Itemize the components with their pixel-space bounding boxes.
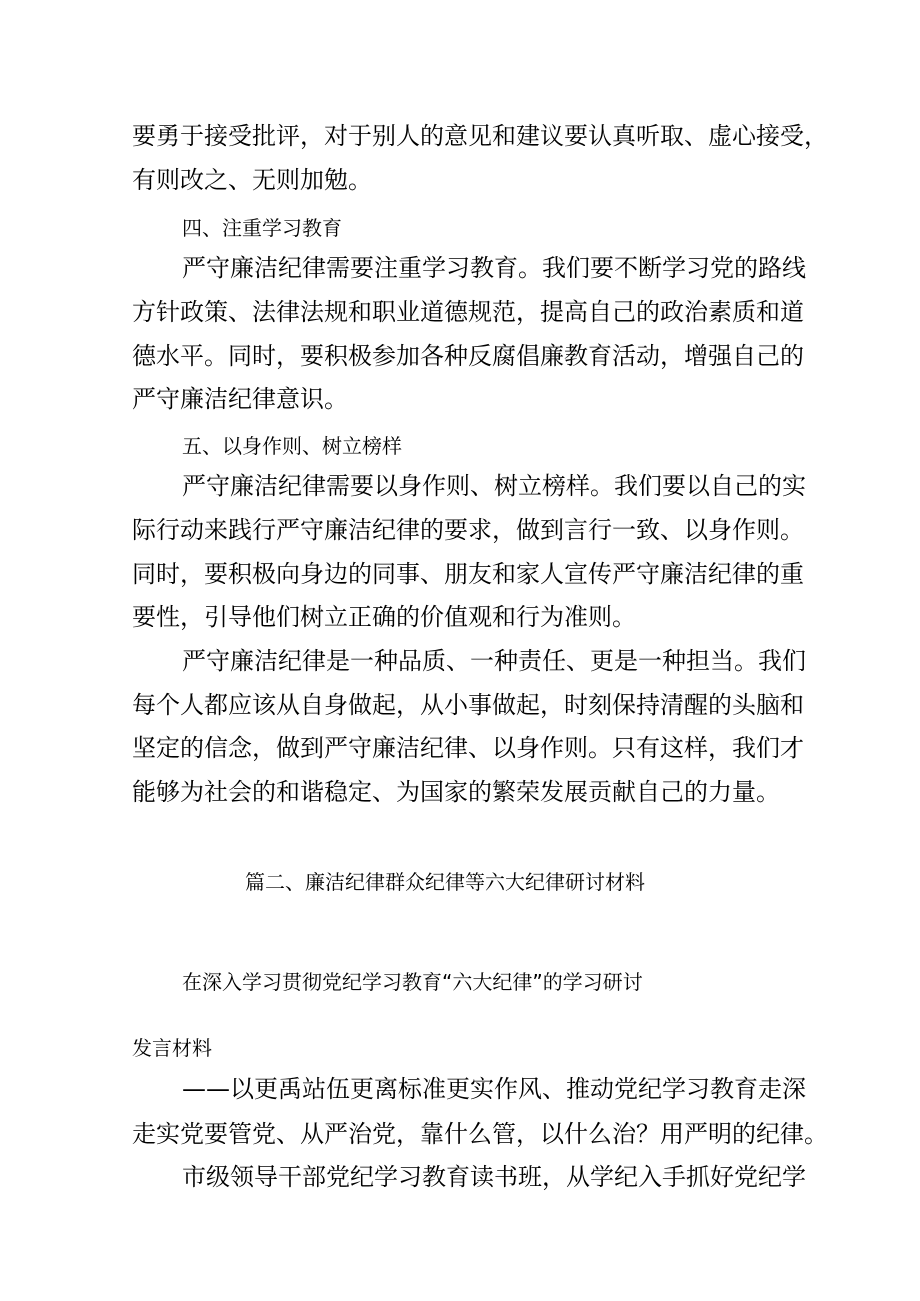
paragraph-line: 坚定的信念，做到严守廉洁纪律、以身作则。只有这样，我们才 (132, 734, 804, 762)
section-heading-5: 五、以身作则、树立榜样 (182, 434, 402, 458)
section-title: 篇二、廉洁纪律群众纪律等六大纪律研讨材料 (245, 870, 645, 894)
paragraph-line: 德水平。同时，要积极参加各种反腐倡廉教育活动，增强自己的 (132, 342, 804, 370)
section-heading-4: 四、注重学习教育 (182, 216, 342, 240)
paragraph-line: 严守廉洁纪律是一种品质、一种责任、更是一种担当。我们 (182, 647, 806, 675)
paragraph-line: 每个人都应该从自身做起，从小事做起，时刻保持清醒的头脑和 (132, 691, 804, 719)
paragraph-line: 要性，引导他们树立正确的价值观和行为准则。 (132, 603, 636, 631)
paragraph-line: 严守廉洁纪律意识。 (132, 385, 348, 413)
paragraph-line: 方针政策、法律法规和职业道德规范，提高自己的政治素质和道 (132, 298, 804, 326)
subtitle-line: 发言材料 (132, 1036, 212, 1060)
subtitle-line: 在深入学习贯彻党纪学习教育“六大纪律”的学习研讨 (182, 970, 643, 994)
paragraph-line: 严守廉洁纪律需要以身作则、树立榜样。我们要以自己的实 (182, 472, 806, 500)
paragraph-line: 能够为社会的和谐稳定、为国家的繁荣发展贡献自己的力量。 (132, 778, 780, 806)
paragraph-line: 要勇于接受批评，对于别人的意见和建议要认真听取、虚心接受， (132, 122, 828, 150)
paragraph-line: 有则改之、无则加勉。 (132, 166, 372, 194)
paragraph-line: 市级领导干部党纪学习教育读书班，从学纪入手抓好党纪学 (182, 1163, 806, 1191)
paragraph-line: 际行动来践行严守廉洁纪律的要求，做到言行一致、以身作则。 (132, 516, 804, 544)
paragraph-line: ——以更禹站伍更离标准更实作风、推动党纪学习教育走深 (182, 1075, 806, 1103)
paragraph-line: 走实党要管党、从严治党，靠什么管，以什么治？用严明的纪律。 (132, 1120, 828, 1148)
paragraph-line: 严守廉洁纪律需要注重学习教育。我们要不断学习党的路线 (182, 254, 806, 282)
paragraph-line: 同时，要积极向身边的同事、朋友和家人宣传严守廉洁纪律的重 (132, 560, 804, 588)
